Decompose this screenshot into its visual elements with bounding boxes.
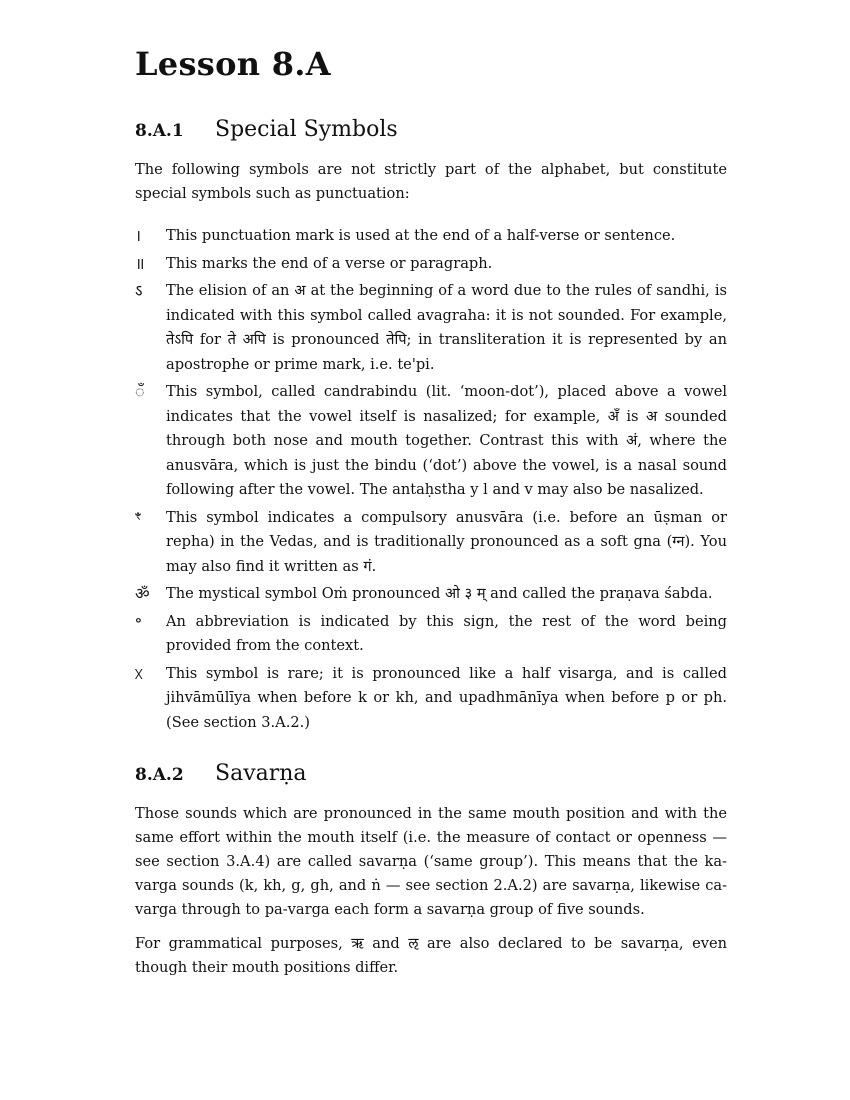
abbreviation-symbol: ॰ (135, 611, 142, 631)
section-heading-savarna (135, 761, 727, 786)
symbol-description: This marks the end of a verse or paragraph. (166, 254, 493, 272)
symbol-description: This symbol indicates a compulsory anusvāra (i.e. before an ūṣman or repha) in the Vedas, and is traditionally pronounced as a soft gna (ग्न). You may also find it written as गं. (166, 508, 727, 575)
candrabindu-symbol: ँ (135, 382, 145, 401)
symbol-item-candrabindu (135, 380, 727, 503)
section-intro: The following symbols are not strictly part of the alphabet, but constitute special symbols such as punctuation: (135, 161, 727, 202)
document-page (135, 45, 727, 990)
savarna-paragraph-2: For grammatical purposes, ऋ and ऌ are also declared to be savarṇa, even though their mouth positions differ. (135, 935, 727, 976)
lesson-title: Lesson 8.A (135, 45, 331, 83)
savarna-paragraph-1: Those sounds which are pronounced in the same mouth position and with the same effort within the mouth itself (i.e. the measure of contact or openness — see section 3.A.4) are called savarṇa (‘same group’). This means that the ka-varga sounds (k, kh, g, gh, and ṅ — see section 2.A.2) are savarṇa, likewise ca-varga through to pa-varga each form a savarṇa group of five sounds. (135, 805, 727, 918)
symbol-description: This symbol, called candrabindu (lit. ‘moon-dot’), placed above a vowel indicates that the vowel itself is nasalized; for example, अँ is अ sounded through both nose and mouth together. Contrast this with अं, where the anusvāra, which is just the bindu (‘dot’) above the vowel, is a nasal sound following after the vowel. The antaḥstha y l and v may also be nasalized. (166, 383, 727, 498)
symbol-description: The mystical symbol Oṁ pronounced ओ ३ म् and called the praṇava śabda. (166, 585, 713, 602)
section-title: Savarṇa (215, 761, 307, 786)
symbol-item-double-danda (135, 252, 727, 277)
symbol-description: The elision of an अ at the beginning of a word due to the rules of sandhi, is indicated with this symbol called avagraha: it is not sounded. For example, तेऽपि for ते अपि is pronounced तेपि; in transliteration it is represented by an apostrophe or prime mark, i.e. te'pi. (166, 282, 727, 373)
section-heading-special-symbols (135, 117, 727, 142)
symbol-description: An abbreviation is indicated by this sign, the rest of the word being provided from the context. (166, 612, 727, 654)
danda-symbol: । (135, 226, 142, 245)
symbol-description: This symbol is rare; it is pronounced like a half visarga, and is called jihvāmūlīya when before k or kh, and upadhmānīya when before p or ph. (See section 3.A.2.) (166, 664, 727, 731)
symbol-item-jihvamuliya (135, 662, 727, 736)
om-symbol: ॐ (135, 584, 150, 603)
double-danda-symbol: ॥ (135, 253, 145, 273)
symbol-item-abbreviation (135, 610, 727, 659)
jihvamuliya-symbol: ᳵ (135, 663, 143, 683)
section-number: 8.A.1 (135, 121, 184, 141)
avagraha-symbol: ऽ (135, 281, 143, 300)
symbol-description: This punctuation mark is used at the end of a half-verse or sentence. (166, 227, 676, 244)
symbol-item-vedic-anusvara (135, 506, 727, 580)
symbol-list (135, 224, 727, 735)
section-title: Special Symbols (215, 117, 398, 142)
symbol-item-danda (135, 224, 727, 249)
symbol-item-om (135, 582, 727, 607)
section-number: 8.A.2 (135, 765, 184, 785)
vedic-anusvara-symbol: ꣳ (135, 507, 141, 527)
symbol-item-avagraha (135, 279, 727, 377)
